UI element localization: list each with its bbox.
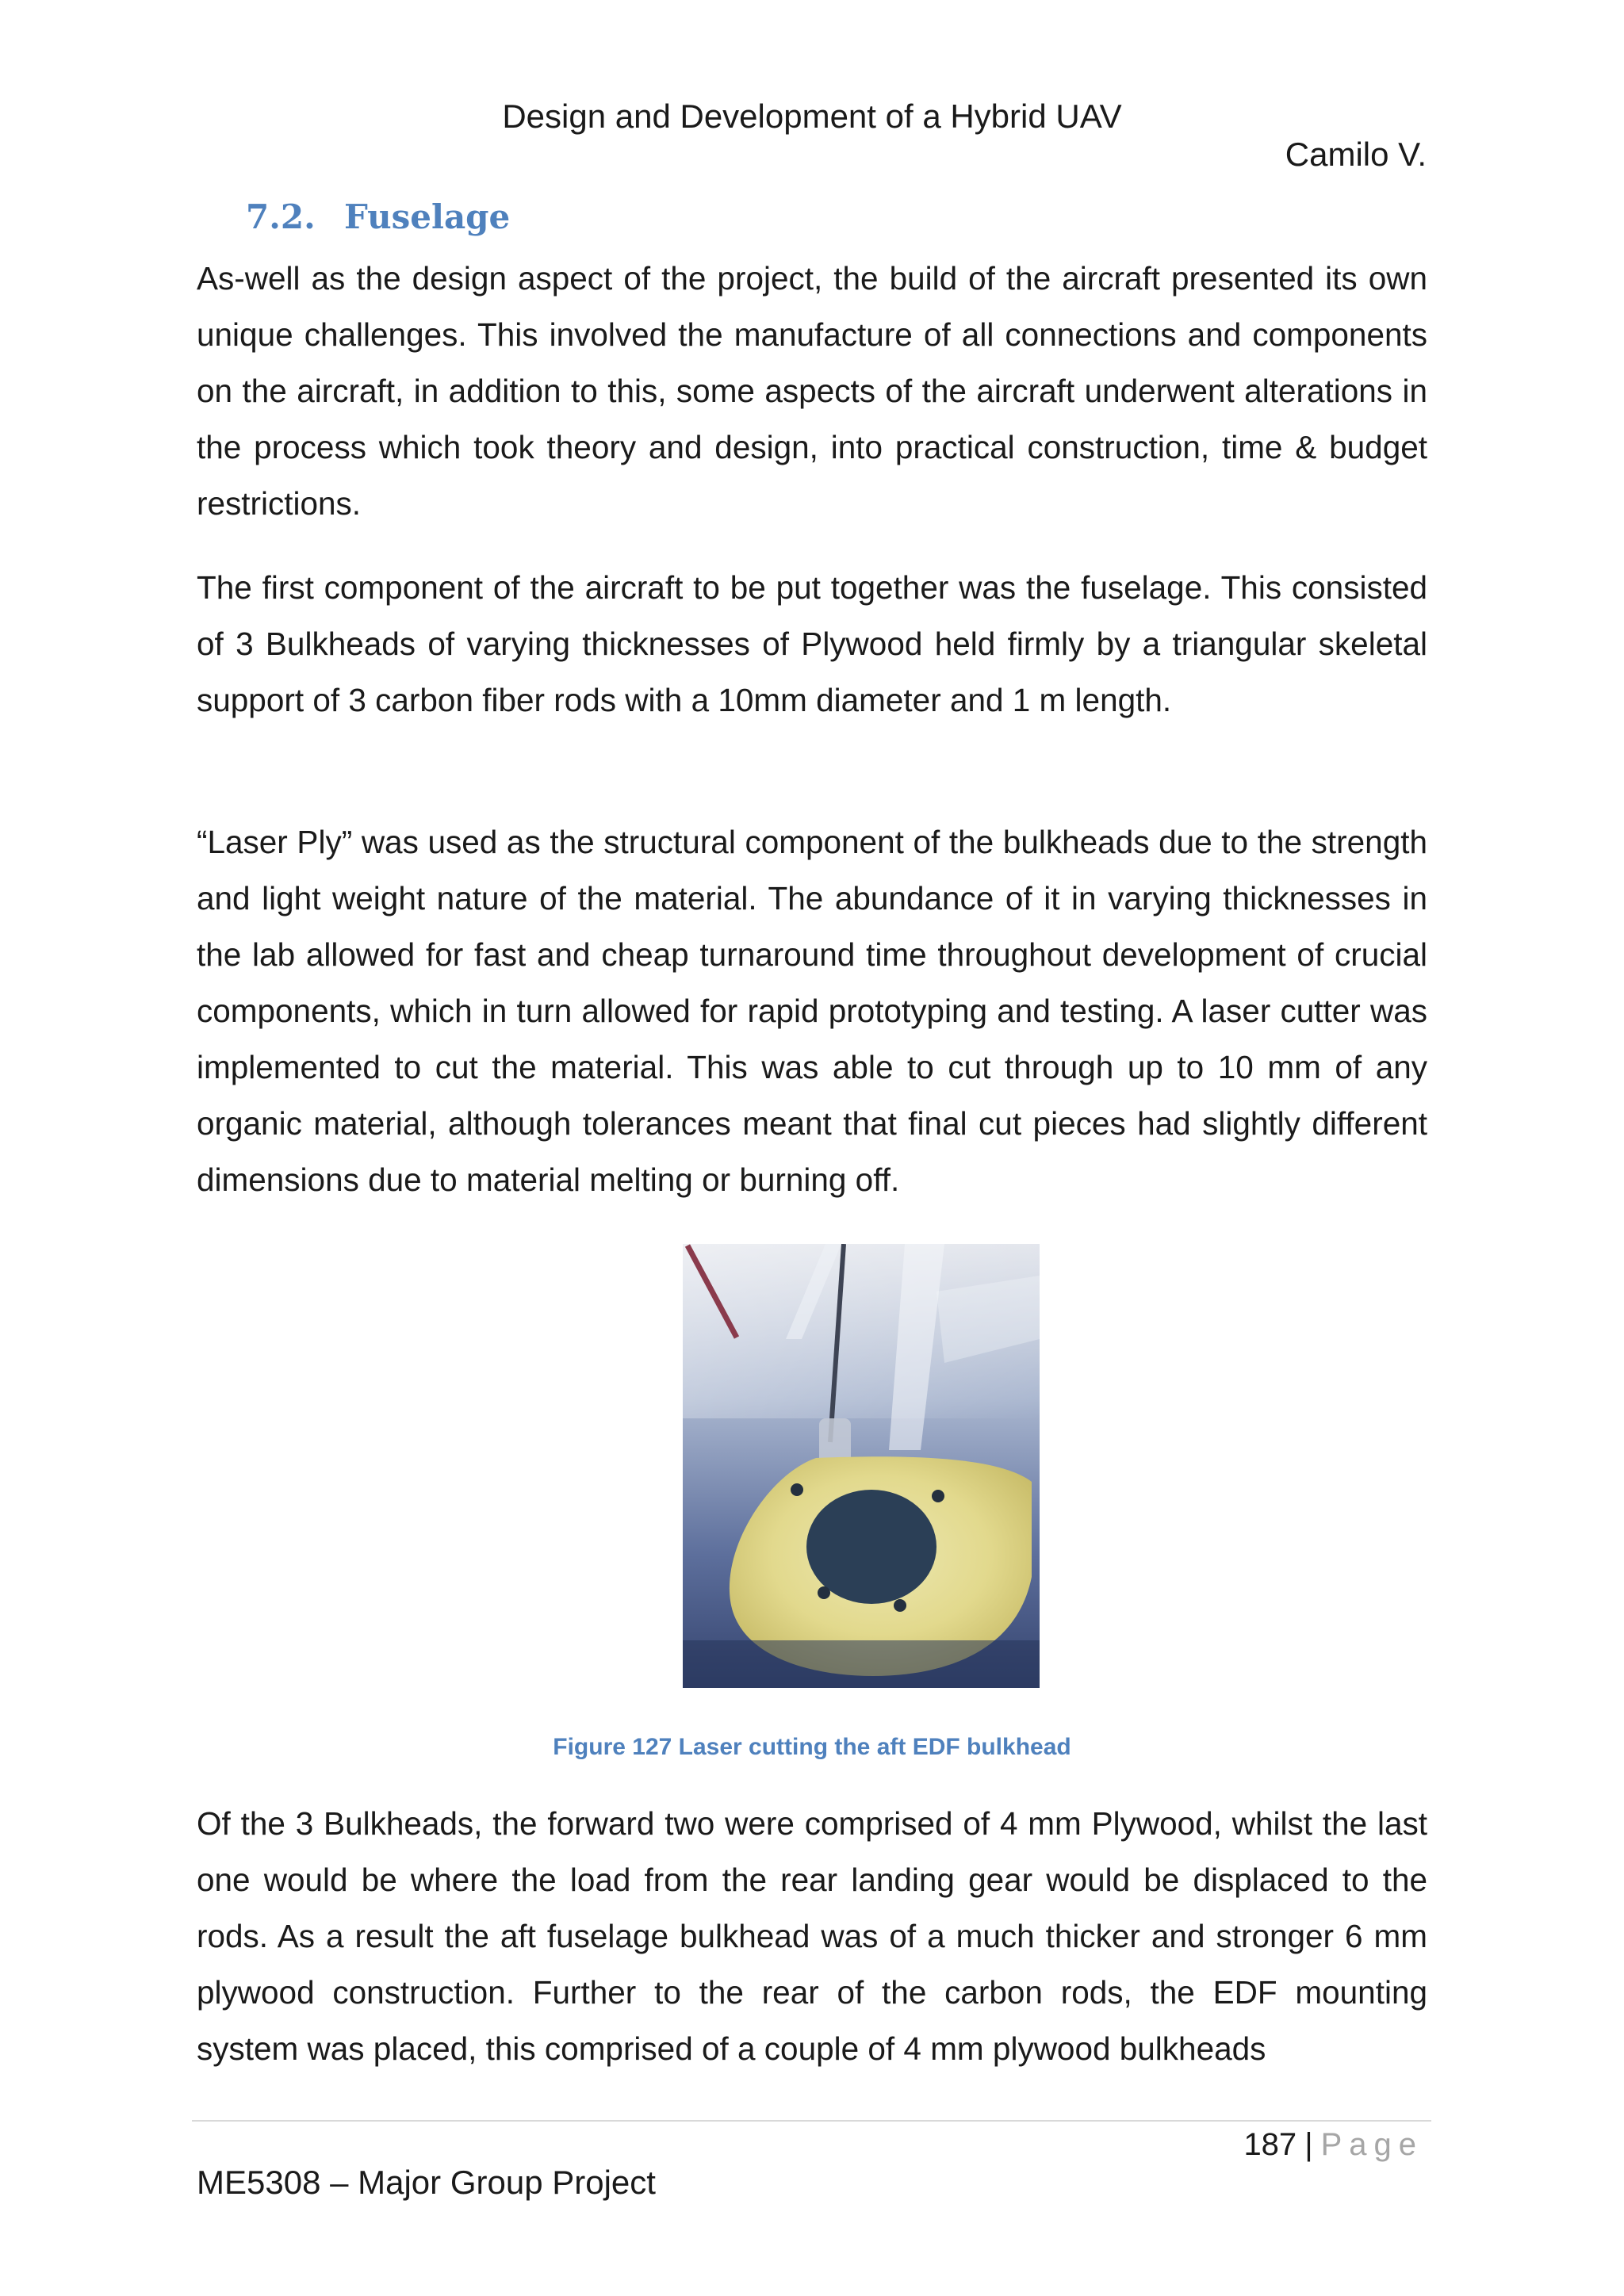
- footer-divider: [192, 2120, 1431, 2122]
- body-paragraph: Of the 3 Bulkheads, the forward two were comprised of 4 mm Plywood, whilst the last one would be where the load from the rear landing gear would be displaced to the rods. As a result the aft fuselage bulkhead was of a much thicker and stronger 6 mm plywood construction. Further to the rear of the carbon rods, the EDF mounting system was placed, this comprised of a couple of 4 mm plywood bulkheads: [197, 1805, 1427, 2067]
- page-number: [1243, 2123, 1423, 2166]
- page-word: Page: [1320, 2127, 1423, 2162]
- laser-cutting-photo-illustration: [683, 1244, 1040, 1688]
- page-number-separator: |: [1304, 2127, 1313, 2162]
- section-heading: [246, 193, 510, 241]
- section-number: 7.2.: [246, 197, 316, 236]
- section-title: Fuselage: [344, 197, 511, 236]
- footer-course: ME5308 – Major Group Project: [197, 2164, 656, 2201]
- running-header-author: Camilo V.: [1285, 136, 1427, 173]
- body-paragraph: The first component of the aircraft to be put together was the fuselage. This consisted of 3 Bulkheads of varying thicknesses of Plywood held firmly by a triangular skeletal support of 3 carbon fiber rods with a 10mm diameter and 1 m length.: [197, 569, 1427, 718]
- laser-cutting-photo: [683, 1244, 1040, 1688]
- figure-caption: Figure 127 Laser cutting the aft EDF bulkhead: [553, 1734, 1071, 1760]
- running-header-title: Design and Development of a Hybrid UAV: [502, 98, 1122, 135]
- body-paragraph: As-well as the design aspect of the project, the build of the aircraft presented its own unique challenges. This involved the manufacture of all connections and components on the aircraft, in addition to this, some aspects of the aircraft underwent alterations in the process which took theory and design, into practical construction, time & budget restrictions.: [197, 260, 1427, 522]
- body-paragraph: “Laser Ply” was used as the structural component of the bulkheads due to the strength and light weight nature of the material. The abundance of it in varying thicknesses in the lab allowed for fast and cheap turnaround time throughout development of crucial components, which in turn allowed for rapid prototyping and testing. A laser cutter was implemented to cut the material. This was able to cut through up to 10 mm of any organic material, although tolerances meant that final cut pieces had slightly different dimensions due to material melting or burning off.: [197, 824, 1427, 1198]
- page-number-value: 187: [1243, 2127, 1297, 2162]
